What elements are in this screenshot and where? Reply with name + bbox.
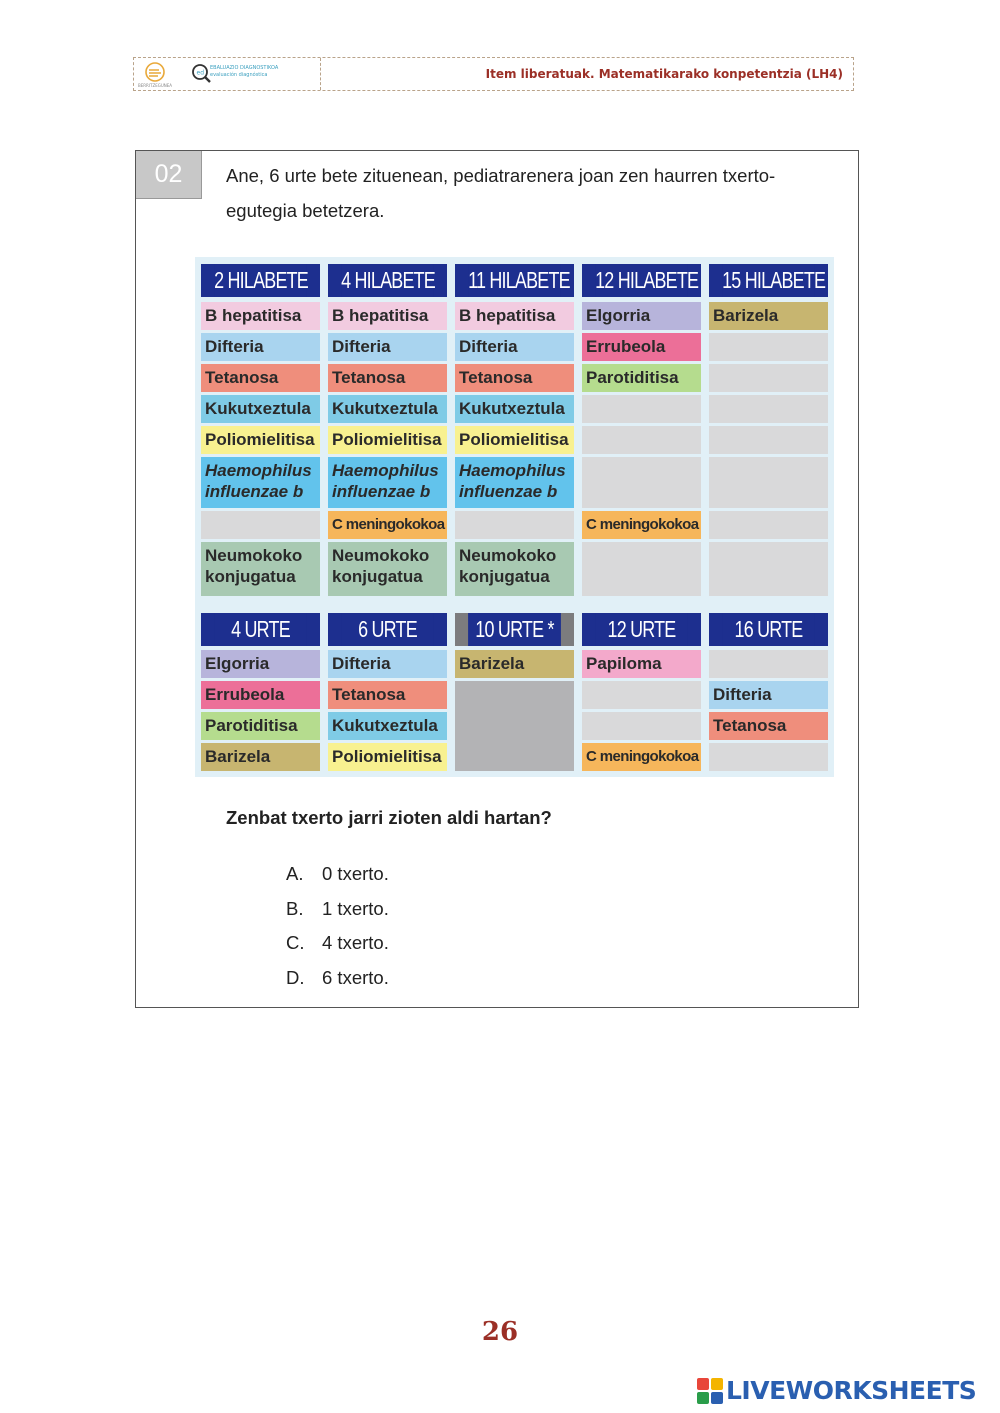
age-header-label: 10 URTE * (468, 613, 561, 646)
vaccine-cell: Kukutxeztula (328, 712, 447, 740)
option-letter: A. (286, 863, 304, 884)
vaccine-cell: C meningokokoa (582, 743, 701, 771)
age-header (455, 613, 574, 646)
vaccine-cell: Kukutxeztula (201, 395, 320, 423)
vaccine-cell: Tetanosa (455, 364, 574, 392)
empty-cell (709, 426, 828, 454)
age-header-label: 4 URTE (214, 613, 307, 646)
empty-cell (709, 333, 828, 361)
vaccine-schedule-chart (195, 257, 834, 777)
vaccine-cell: Difteria (455, 333, 574, 361)
vaccine-cell: Difteria (328, 650, 447, 678)
vaccine-cell: Papiloma (582, 650, 701, 678)
liveworksheets-text: LIVEWORKSHEETS (726, 1376, 977, 1405)
vaccine-cell: Difteria (709, 681, 828, 709)
empty-cell (709, 364, 828, 392)
empty-cell (582, 426, 701, 454)
age-header (328, 264, 447, 297)
option-letter: C. (286, 932, 305, 953)
vaccine-cell: Elgorria (582, 302, 701, 330)
option-a[interactable] (286, 857, 389, 892)
empty-cell (582, 712, 701, 740)
intro-text: Ane, 6 urte bete zituenean, pediatrarenera joan zen haurren txerto-egutegia betetzera. (226, 165, 776, 221)
vaccine-cell: C meningokokoa (582, 511, 701, 539)
age-header (709, 264, 828, 297)
schedule-column (582, 257, 701, 602)
empty-cell (709, 511, 828, 539)
vaccine-cell: Tetanosa (328, 364, 447, 392)
age-header (582, 264, 701, 297)
age-header-label: 15 HILABETE (722, 264, 815, 297)
logo2-line2: evaluación diagnóstica (210, 72, 268, 78)
empty-cell (582, 457, 701, 508)
empty-cell (582, 681, 701, 709)
age-header-label: 11 HILABETE (468, 264, 561, 297)
empty-cell (582, 395, 701, 423)
page-number: 26 (481, 1317, 519, 1347)
empty-cell (455, 511, 574, 539)
vaccine-cell: Haemophilus influenzae b (201, 457, 320, 508)
schedule-column (328, 257, 447, 602)
schedule-column (709, 257, 828, 602)
vaccine-cell: Barizela (455, 650, 574, 678)
empty-cell (709, 457, 828, 508)
vaccine-cell: Poliomielitisa (328, 743, 447, 771)
option-c[interactable] (286, 926, 389, 961)
page-header (133, 57, 854, 91)
question-number: 02 (136, 151, 202, 199)
vaccine-cell: Kukutxeztula (455, 395, 574, 423)
svg-text:ed: ed (196, 69, 204, 77)
logo2-text (210, 65, 278, 79)
empty-cell (582, 542, 701, 596)
vaccine-cell: Difteria (201, 333, 320, 361)
empty-cell (709, 650, 828, 678)
logo-caption: BERRITZEGUNEA (138, 83, 173, 88)
age-header-label: 12 HILABETE (595, 264, 688, 297)
option-d[interactable] (286, 961, 389, 996)
header-title: Item liberatuak. Matematikarako konpetentzia (LH4) (485, 67, 843, 81)
empty-cell (709, 542, 828, 596)
vaccine-cell: Tetanosa (201, 364, 320, 392)
vaccine-cell: Tetanosa (328, 681, 447, 709)
age-header-label: 4 HILABETE (341, 264, 434, 297)
liveworksheets-logo-icon (697, 1378, 723, 1404)
empty-cell (709, 743, 828, 771)
option-text: 4 txerto. (322, 932, 389, 953)
vaccine-cell: Barizela (709, 302, 828, 330)
vaccine-cell: Neumokoko konjugatua (201, 542, 320, 596)
age-header (201, 613, 320, 646)
liveworksheets-watermark (697, 1376, 976, 1405)
age-header (582, 613, 701, 646)
answer-options (286, 857, 389, 995)
option-letter: D. (286, 966, 305, 988)
vaccine-cell: Haemophilus influenzae b (328, 457, 447, 508)
vaccine-cell: B hepatitisa (201, 302, 320, 330)
question-text: Zenbat txerto jarri zioten aldi hartan? (226, 807, 552, 828)
vaccine-cell: Neumokoko konjugatua (455, 542, 574, 596)
empty-cell (455, 681, 574, 771)
vaccine-cell: Parotiditisa (582, 364, 701, 392)
diagnostic-evaluation-logo-icon (190, 62, 212, 84)
vaccine-cell: B hepatitisa (455, 302, 574, 330)
vaccine-cell: Neumokoko konjugatua (328, 542, 447, 596)
option-text: 1 txerto. (322, 897, 389, 919)
age-header-label: 16 URTE (722, 613, 815, 646)
vaccine-cell: Kukutxeztula (328, 395, 447, 423)
vaccine-cell: Poliomielitisa (455, 426, 574, 454)
option-text: 6 txerto. (322, 966, 389, 988)
vaccine-cell: Poliomielitisa (328, 426, 447, 454)
age-header (709, 613, 828, 646)
age-header-label: 12 URTE (595, 613, 688, 646)
vaccine-cell: Barizela (201, 743, 320, 771)
header-logos (134, 58, 321, 90)
vaccine-cell: Errubeola (201, 681, 320, 709)
vaccine-cell: Difteria (328, 333, 447, 361)
option-letter: B. (286, 897, 304, 919)
option-text: 0 txerto. (322, 863, 389, 884)
vaccine-cell: Haemophilus influenzae b (455, 457, 574, 508)
vaccine-cell: Poliomielitisa (201, 426, 320, 454)
age-header-label: 6 URTE (341, 613, 434, 646)
age-header-label: 2 HILABETE (214, 264, 307, 297)
vaccine-cell: C meningokokoa (328, 511, 447, 539)
empty-cell (709, 395, 828, 423)
berritzegunea-logo-icon (143, 61, 167, 85)
logo2-line1: EBALUAZIO DIAGNOSTIKOA (210, 65, 279, 71)
vaccine-cell: B hepatitisa (328, 302, 447, 330)
age-header (455, 264, 574, 297)
vaccine-cell: Parotiditisa (201, 712, 320, 740)
vaccine-cell: Elgorria (201, 650, 320, 678)
option-b[interactable] (286, 892, 389, 927)
vaccine-cell: Tetanosa (709, 712, 828, 740)
schedule-column (201, 257, 320, 602)
schedule-column (455, 257, 574, 602)
empty-cell (201, 511, 320, 539)
vaccine-cell: Errubeola (582, 333, 701, 361)
age-header (201, 264, 320, 297)
question-box (135, 150, 859, 1008)
age-header (328, 613, 447, 646)
